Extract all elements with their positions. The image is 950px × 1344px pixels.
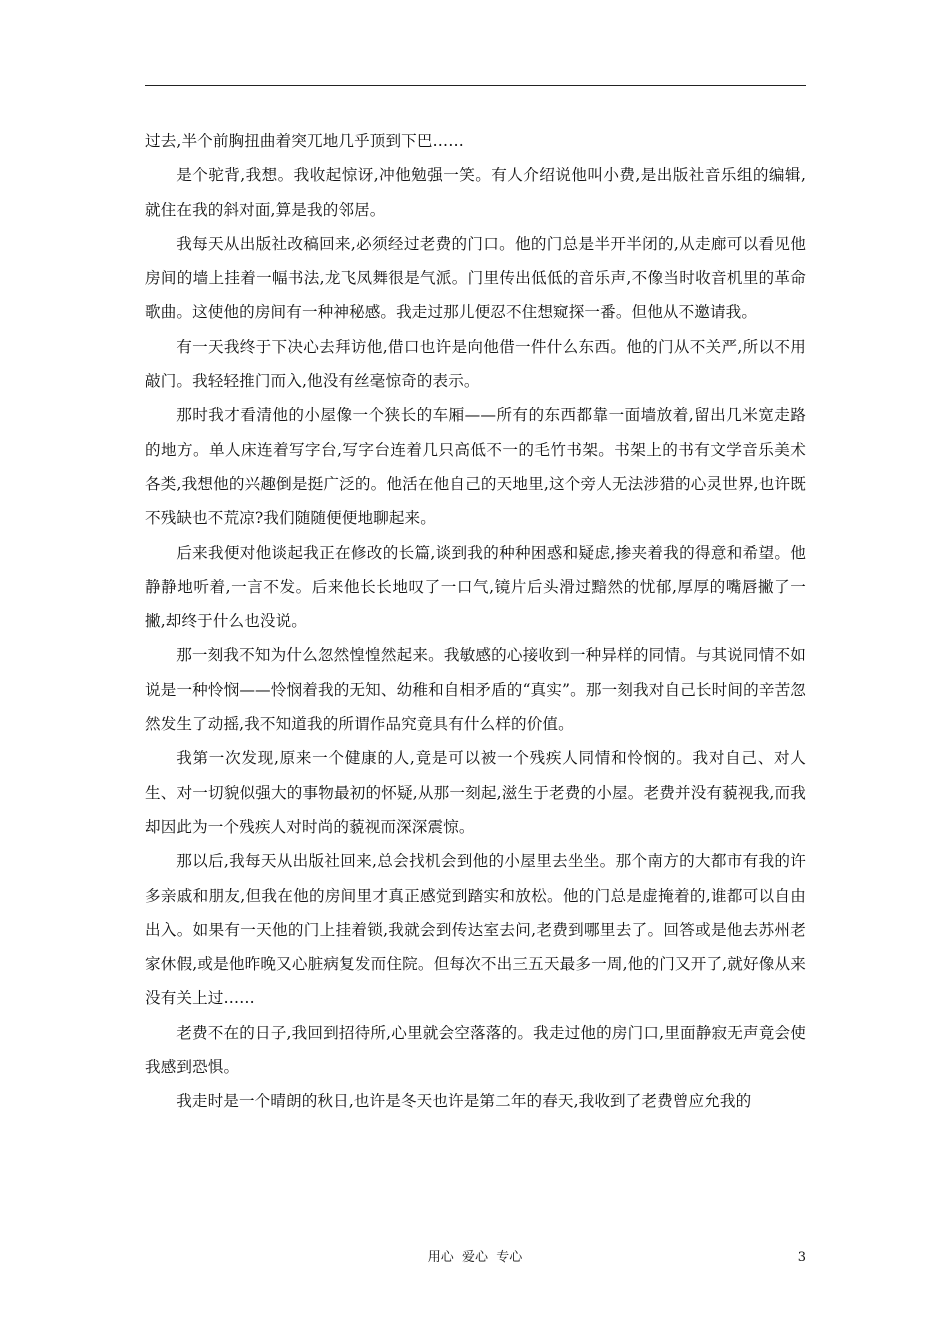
page-number: 3: [797, 1250, 806, 1265]
header-rule: [145, 85, 806, 86]
document-body: [145, 124, 806, 1119]
paragraph-4: 有一天我终于下决心去拜访他,借口也许是向他借一件什么东西。他的门从不关严,所以不用敲门。我轻轻推门而入,他没有丝毫惊奇的表示。: [145, 337, 806, 391]
paragraph-1: 过去,半个前胸扭曲着突兀地几乎顶到下巴……: [145, 132, 464, 150]
paragraph-2: 是个驼背,我想。我收起惊讶,冲他勉强一笑。有人介绍说他叫小费,是出版社音乐组的编辑,就住在我的斜对面,算是我的邻居。: [145, 166, 806, 219]
paragraph-5: 那时我才看清他的小屋像一个狭长的车厢——所有的东西都靠一面墙放着,留出几米宽走路的地方。单人床连着写字台,写字台连着几只高低不一的毛竹书架。书架上的书有文学音乐美术各类,我想他的兴趣倒是挺广泛的。他活在他自己的天地里,这个旁人无法涉猎的心灵世界,也许既不残缺也不荒凉?我们随随便便地聊起来。: [145, 406, 806, 528]
paragraph-7: 那一刻我不知为什么忽然惶惶然起来。我敏感的心接收到一种异样的同情。与其说同情不如说是一种怜悯——怜悯着我的无知、幼稚和自相矛盾的“真实”。那一刻我对自己长时间的辛苦忽然发生了动摇,我不知道我的所谓作品究竟具有什么样的价值。: [145, 646, 806, 734]
paragraph-3: 我每天从出版社改稿回来,必须经过老费的门口。他的门总是半开半闭的,从走廊可以看见他房间的墙上挂着一幅书法,龙飞凤舞很是气派。门里传出低低的音乐声,不像当时收音机里的革命歌曲。这使他的房间有一种神秘感。我走过那儿便忍不住想窥探一番。但他从不邀请我。: [145, 234, 806, 322]
paragraph-9: 那以后,我每天从出版社回来,总会找机会到他的小屋里去坐坐。那个南方的大都市有我的许多亲戚和朋友,但我在他的房间里才真正感觉到踏实和放松。他的门总是虚掩着的,谁都可以自由出入。如果有一天他的门上挂着锁,我就会到传达室去问,老费到哪里去了。回答或是他去苏州老家休假,或是他昨晚又心脏病复发而住院。但每次不出三五天最多一周,他的门又开了,就好像从来没有关上过……: [145, 852, 806, 1008]
paragraph-11: 我走时是一个晴朗的秋日,也许是冬天也许是第二年的春天,我收到了老费曾应允我的: [176, 1092, 752, 1111]
paragraph-8: 我第一次发现,原来一个健康的人,竟是可以被一个残疾人同情和怜悯的。我对自己、对人生、对一切貌似强大的事物最初的怀疑,从那一刻起,滋生于老费的小屋。老费并没有藐视我,而我却因此为一个残疾人对时尚的藐视而深深震惊。: [145, 749, 806, 836]
paragraph-6: 后来我便对他谈起我正在修改的长篇,谈到我的种种困惑和疑虑,掺夹着我的得意和希望。他静静地听着,一言不发。后来他长长地叹了一口气,镜片后头滑过黯然的忧郁,厚厚的嘴唇撇了一撇,却终于什么也没说。: [145, 543, 806, 631]
footer-motto: 用心 爱心 专心: [427, 1250, 523, 1265]
paragraph-10: 老费不在的日子,我回到招待所,心里就会空落落的。我走过他的房门口,里面静寂无声竟会使我感到恐惧。: [145, 1023, 806, 1077]
